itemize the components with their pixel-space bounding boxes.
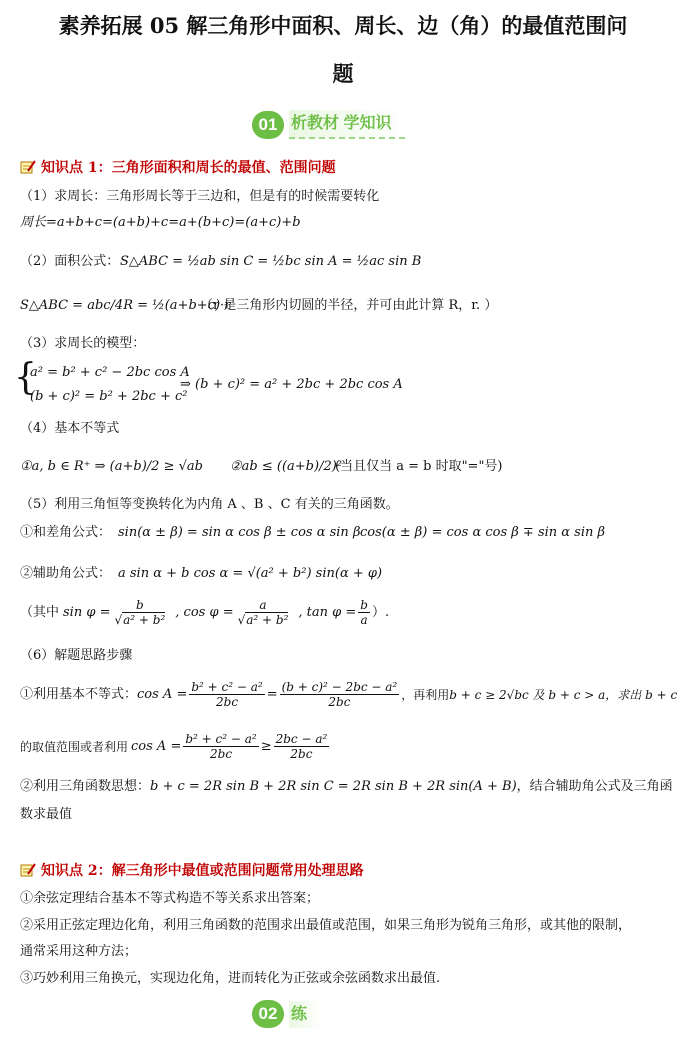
kp2-item3: ③巧妙利用三角换元，实现边化角，进而转化为正弦或余弦函数求出最值. [20, 971, 441, 986]
p3-result: ⇒ (b + c)² = a² + 2bc + 2bc cos A [180, 377, 403, 392]
geq: ≥ [260, 738, 272, 754]
section-badge-01 [252, 110, 405, 139]
cos-a-2: cos A = [131, 738, 182, 754]
cos-a: cos A = [137, 686, 188, 702]
p4-item2-note: (当且仅当 a = b 时取"="号) [335, 459, 503, 474]
frac-sin-phi: $\frac{b}{\text{√a² + b²}}$ [114, 598, 166, 627]
page-title: 素养拓展 05 解三角形中面积、周长、边（角）的最值范围问 [58, 13, 628, 38]
section-label: 练 [289, 1001, 321, 1028]
p5-item1-label: ①和差角公式： [20, 525, 112, 540]
p6-item1-line2-text: 的取值范围或者利用 [20, 739, 129, 754]
section-badge-02 [252, 1000, 321, 1028]
p3-system-eq1: a² = b² + c² − 2bc cos A [30, 365, 190, 380]
frac-cos-rule-2: $\frac{\text{(b + c)² − 2bc − a²}}{2bc}$ [281, 680, 398, 709]
p2-label: （2）面积公式： [20, 254, 120, 269]
notepad-pencil-icon [20, 863, 36, 877]
p6-item1 [20, 680, 677, 709]
cos-phi: , cos φ = [175, 604, 234, 620]
frac-tan-phi: $\frac{b}{a}$ [360, 598, 368, 627]
p6-item1-mid: ，再利用 [401, 687, 450, 702]
knowledge-point-1-heading [20, 157, 336, 177]
p5-diff-angle-formula: cos(α ± β) = cos α cos β ∓ sin α sin β [360, 525, 606, 540]
note-suffix: ）. [371, 604, 390, 620]
frac-cos-phi: $\frac{a}{\text{√a² + b²}}$ [237, 598, 289, 627]
p5-sum-angle-formula: sin(α ± β) = sin α cos β ± cos α sin β [118, 525, 361, 540]
p1-formula: 周长=a+b+c=(a+b)+c=a+(b+c)=(a+c)+b [20, 215, 301, 230]
system-brace: { [14, 357, 37, 398]
frac-bound: $\frac{\text{2bc − a²}}{2bc}$ [275, 732, 328, 761]
p3-label: （3）求周长的模型： [20, 336, 146, 351]
p6-item2-label: ②利用三角函数思想： [20, 779, 151, 794]
p6-item2 [20, 778, 673, 796]
page-title-line2: 题 [332, 61, 354, 86]
p6-item2-formula: b + c = 2R sin B + 2R sin C = 2R sin B + 2R sin(A + B) [150, 779, 517, 794]
section-number: 02 [252, 1000, 284, 1028]
p6-item1-tail: b + c ≥ 2√bc 及 b + c > a，求出 b + c [449, 687, 678, 702]
knowledge-point-2-title: 知识点 2：解三角形中最值或范围问题常用处理思路 [41, 863, 364, 879]
p2-note: （r 是三角形内切圆的半径，并可由此计算 R，r. ） [200, 298, 498, 313]
section-label: 析教材 学知识 [289, 110, 405, 139]
knowledge-point-2-heading [20, 860, 364, 880]
frac-cos-rule-3: $\frac{\text{b² + c² − a²}}{2bc}$ [185, 732, 257, 761]
p5-aux-angle-formula: a sin α + b cos α = √(a² + b²) sin(α + φ) [118, 566, 383, 581]
p5-aux-angle-note [20, 598, 389, 627]
p6-item1-label: ①利用基本不等式： [20, 686, 138, 702]
p4-item2: ②ab ≤ ((a+b)/2)² [230, 459, 342, 474]
p4-label: （4）基本不等式 [20, 421, 120, 436]
kp2-item2: ②采用正弦定理边化角，利用三角函数的范围求出最值或范围，如果三角形为锐角三角形，或其他的限制， [20, 918, 632, 933]
p2-area-formula: S△ABC = ½ab sin C = ½bc sin A = ½ac sin B [120, 254, 422, 269]
kp2-item1: ①余弦定理结合基本不等式构造不等关系求出答案； [20, 891, 320, 906]
frac-cos-rule: $\frac{\text{b² + c² − a²}}{2bc}$ [191, 680, 263, 709]
sin-phi: sin φ = [63, 604, 111, 620]
p2-area-formula-2: S△ABC = abc/4R = ½(a+b+c)·r [20, 298, 231, 313]
p6-item2-line2: 数求最值 [20, 807, 73, 822]
note-prefix: （其中 [20, 604, 60, 620]
p4-item1: ①a, b ∈ R⁺ ⇒ (a+b)/2 ≥ √ab [20, 459, 203, 474]
section-number: 01 [252, 111, 284, 139]
p6-item1-line2 [20, 732, 331, 761]
p3-system-eq2: (b + c)² = b² + 2bc + c² [30, 389, 188, 404]
notepad-pencil-icon [20, 160, 36, 174]
p5-label: （5）利用三角恒等变换转化为内角 A 、B 、C 有关的三角函数。 [20, 497, 399, 512]
p6-label: （6）解题思路步骤 [20, 648, 133, 663]
kp2-item2-cont: 通常采用这种方法； [20, 944, 138, 959]
p1-label: （1）求周长：三角形周长等于三边和，但是有的时候需要转化 [20, 189, 380, 204]
eq: = [266, 686, 278, 702]
knowledge-point-1-title: 知识点 1：三角形面积和周长的最值、范围问题 [41, 160, 336, 176]
p5-item2-label: ②辅助角公式： [20, 566, 112, 581]
tan-phi: , tan φ = [298, 604, 357, 620]
p6-item2-tail: ，结合辅助角公式及三角函 [516, 779, 673, 794]
